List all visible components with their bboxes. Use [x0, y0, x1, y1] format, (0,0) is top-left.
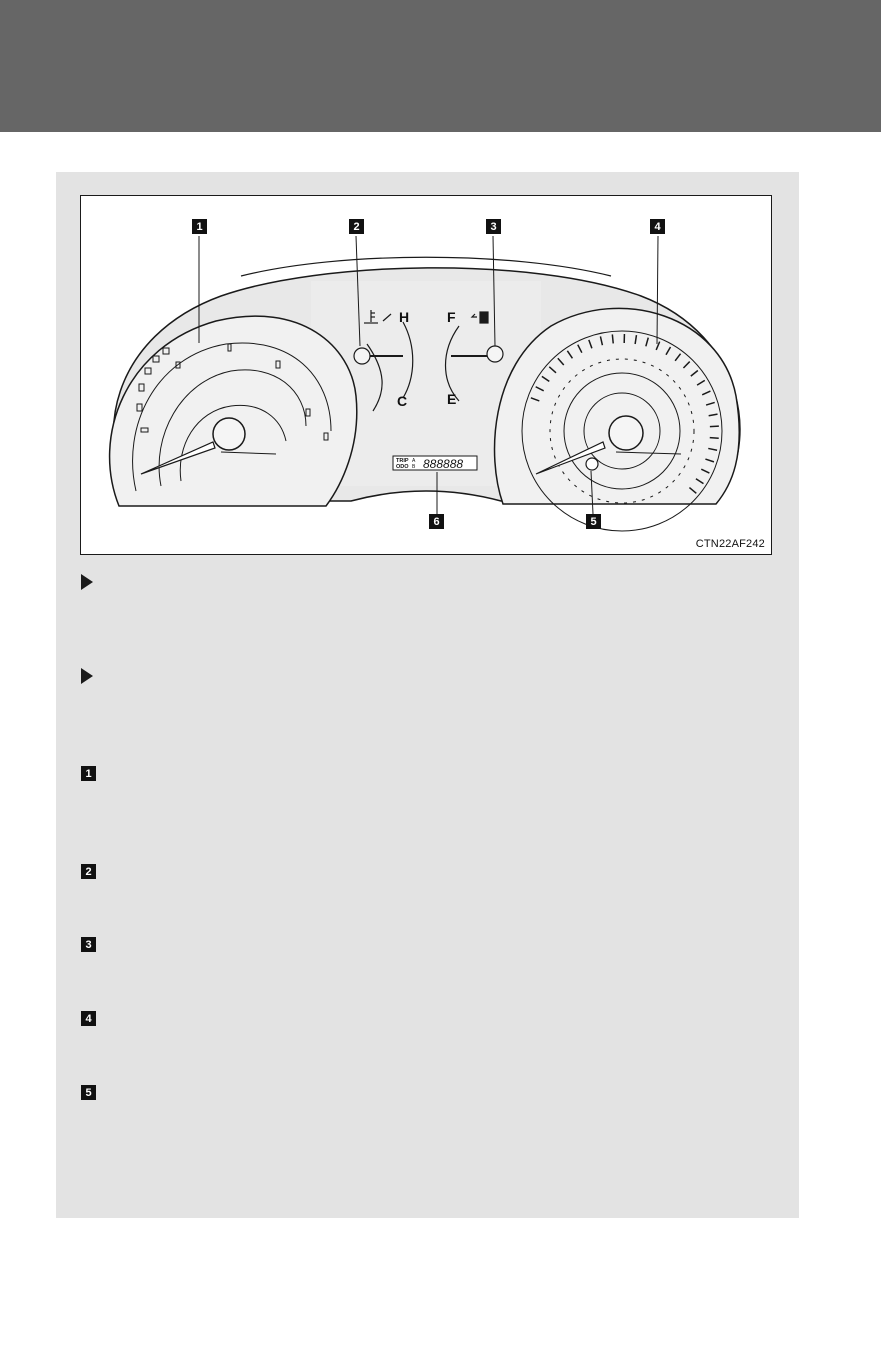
- odo-label: ODO: [396, 464, 409, 470]
- list-marker-2: 2: [81, 864, 96, 879]
- callout-4: 4: [650, 219, 665, 234]
- callout-1: 1: [192, 219, 207, 234]
- bullet-arrow-icon: [81, 668, 93, 684]
- callout-3: 3: [486, 219, 501, 234]
- temp-low-label: C: [397, 393, 408, 409]
- odometer-display: [393, 456, 477, 471]
- callout-2: 2: [349, 219, 364, 234]
- trip-mode-a: A: [412, 458, 416, 464]
- fuel-full-label: F: [447, 309, 456, 325]
- callout-6: 6: [429, 514, 444, 529]
- trip-mode-b: B: [412, 464, 416, 470]
- trip-label: TRIP: [396, 458, 409, 464]
- temp-high-label: H: [399, 309, 410, 325]
- instrument-cluster-figure: [80, 195, 772, 555]
- page-header-band: [0, 0, 881, 132]
- speedometer-tick: [710, 438, 719, 439]
- image-code: CTN22AF242: [695, 538, 765, 550]
- trip-reset-knob: [586, 458, 598, 470]
- fuel-empty-label: E: [447, 391, 457, 407]
- list-marker-3: 3: [81, 937, 96, 952]
- list-marker-5: 5: [81, 1085, 96, 1100]
- speedometer-tick: [612, 334, 613, 343]
- list-marker-4: 4: [81, 1011, 96, 1026]
- instrument-cluster-illustration: [81, 196, 771, 554]
- speedometer: [495, 308, 740, 531]
- odometer-digits: 888888: [423, 457, 464, 471]
- bullet-arrow-icon: [81, 574, 93, 590]
- list-marker-1: 1: [81, 766, 96, 781]
- callout-5: 5: [586, 514, 601, 529]
